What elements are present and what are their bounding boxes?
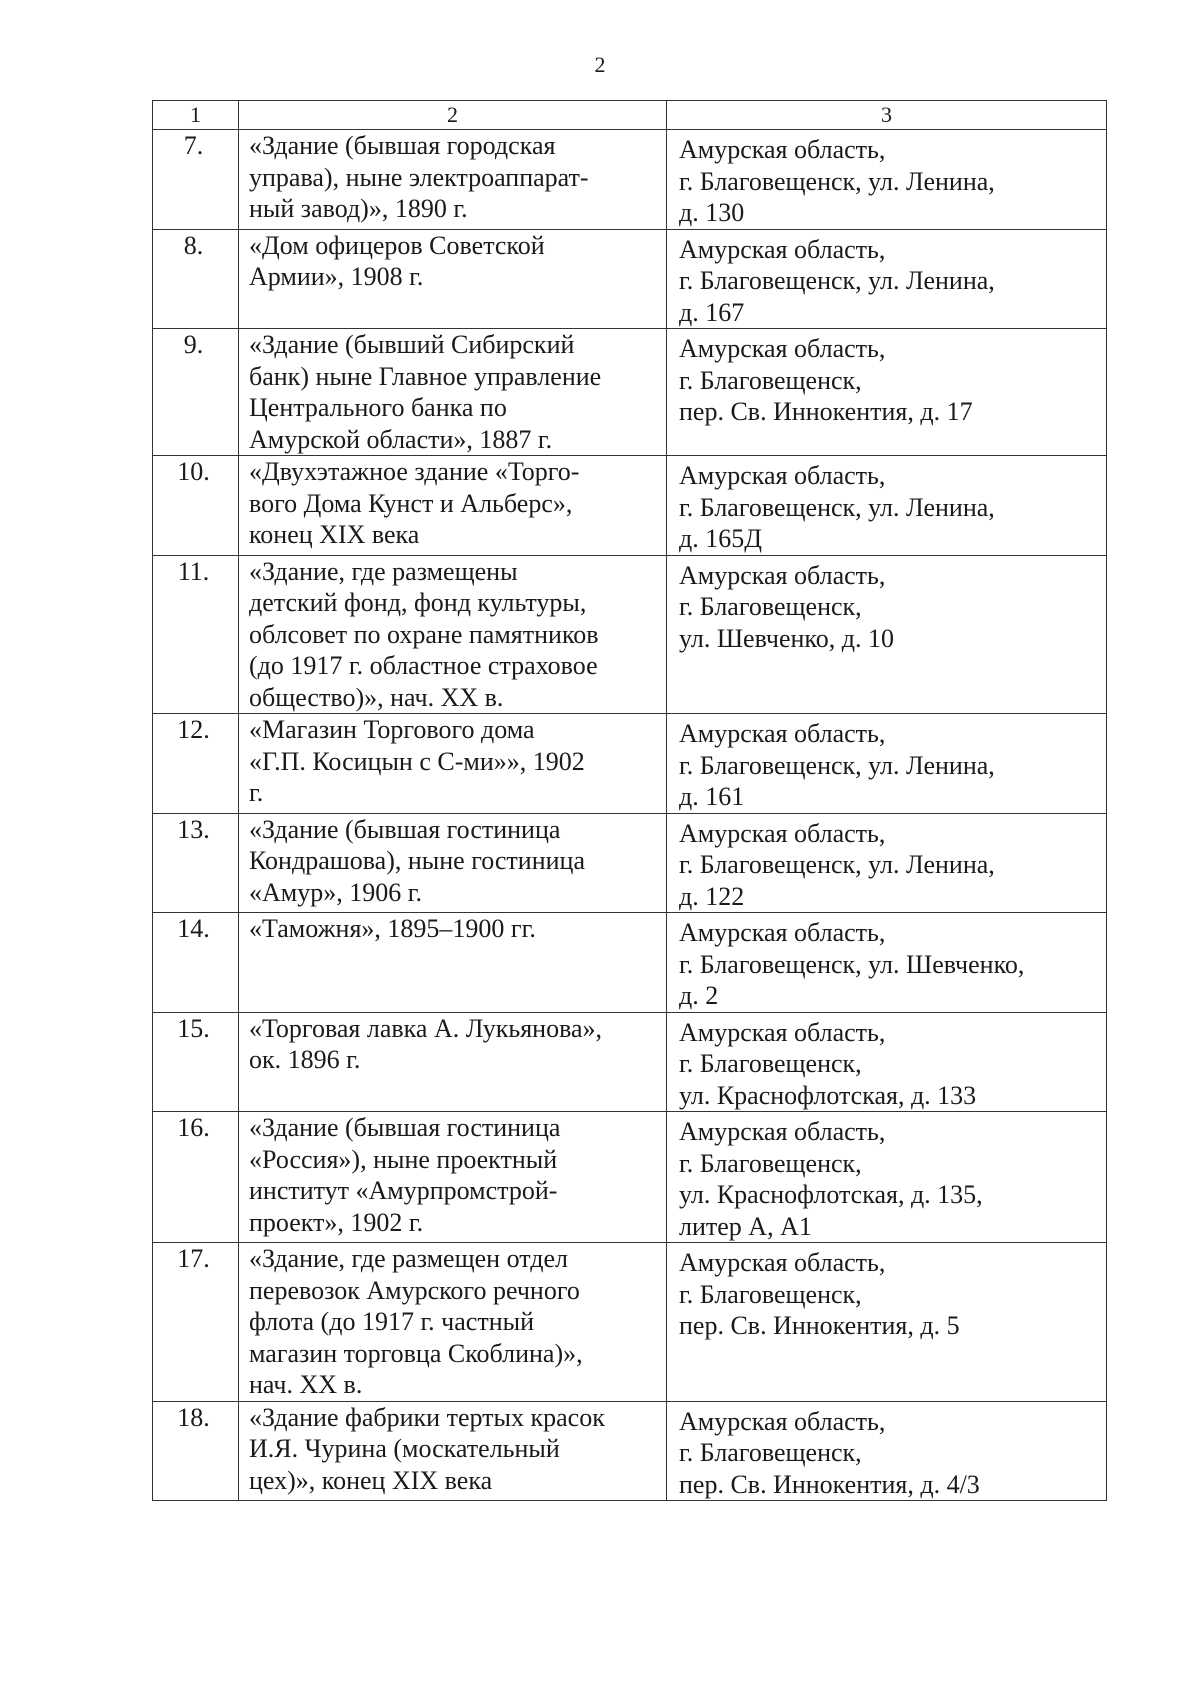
- table-row: [153, 555, 1107, 714]
- column-header-2: 2: [239, 101, 667, 130]
- row-number-cell: 13.: [153, 813, 239, 913]
- table-row: [153, 130, 1107, 230]
- site-name-cell: «Здание (бывшая гостиница Кондрашова), ныне гостиница «Амур», 1906 г.: [239, 813, 667, 913]
- row-number-cell: 15.: [153, 1012, 239, 1112]
- row-number-cell: 12.: [153, 714, 239, 814]
- table-row: [153, 714, 1107, 814]
- table-row: [153, 229, 1107, 329]
- site-name-cell: «Двухэтажное здание «Торго- вого Дома Кунст и Альберс», конец XIX века: [239, 456, 667, 556]
- row-number-cell: 17.: [153, 1243, 239, 1402]
- row-number-cell: 11.: [153, 555, 239, 714]
- site-name-cell: «Торговая лавка А. Лукьянова», ок. 1896 г.: [239, 1012, 667, 1112]
- table-row: [153, 456, 1107, 556]
- site-name-cell: «Магазин Торгового дома «Г.П. Косицын с С-ми»», 1902 г.: [239, 714, 667, 814]
- table-row: [153, 1012, 1107, 1112]
- column-header-3: 3: [667, 101, 1107, 130]
- site-name-cell: «Здание, где размещен отдел перевозок Амурского речного флота (до 1917 г. частный магазин торговца Скоблина)», нач. XX в.: [239, 1243, 667, 1402]
- table-row: [153, 1112, 1107, 1243]
- row-number-cell: 10.: [153, 456, 239, 556]
- table-row: [153, 1243, 1107, 1402]
- site-address-cell: Амурская область, г. Благовещенск, ул. Ленина, д. 161: [667, 714, 1107, 814]
- site-name-cell: «Здание (бывшая гостиница «Россия»), ныне проектный институт «Амурпромстрой- проект», 1902 г.: [239, 1112, 667, 1243]
- site-name-cell: «Здание (бывший Сибирский банк) ныне Главное управление Центрального банка по Амурской области», 1887 г.: [239, 329, 667, 456]
- row-number-cell: 9.: [153, 329, 239, 456]
- column-header-1: 1: [153, 101, 239, 130]
- site-address-cell: Амурская область, г. Благовещенск, ул. Ленина, д. 167: [667, 229, 1107, 329]
- page-number: 2: [594, 52, 606, 77]
- site-address-cell: Амурская область, г. Благовещенск, ул. Краснофлотская, д. 133: [667, 1012, 1107, 1112]
- row-number-cell: 14.: [153, 913, 239, 1013]
- site-address-cell: Амурская область, г. Благовещенск, ул. Краснофлотская, д. 135, литер А, А1: [667, 1112, 1107, 1243]
- heritage-sites-table: [152, 100, 1107, 1501]
- row-number-cell: 7.: [153, 130, 239, 230]
- site-name-cell: «Здание (бывшая городская управа), ныне электроаппарат- ный завод)», 1890 г.: [239, 130, 667, 230]
- site-address-cell: Амурская область, г. Благовещенск, ул. Шевченко, д. 10: [667, 555, 1107, 714]
- site-address-cell: Амурская область, г. Благовещенск, пер. Св. Иннокентия, д. 4/3: [667, 1401, 1107, 1501]
- table-row: [153, 813, 1107, 913]
- table-row: [153, 913, 1107, 1013]
- row-number-cell: 8.: [153, 229, 239, 329]
- site-name-cell: «Здание фабрики тертых красок И.Я. Чурина (москательный цех)», конец XIX века: [239, 1401, 667, 1501]
- row-number-cell: 16.: [153, 1112, 239, 1243]
- table-row: [153, 329, 1107, 456]
- site-name-cell: «Дом офицеров Советской Армии», 1908 г.: [239, 229, 667, 329]
- site-name-cell: «Таможня», 1895–1900 гг.: [239, 913, 667, 1013]
- site-address-cell: Амурская область, г. Благовещенск, ул. Шевченко, д. 2: [667, 913, 1107, 1013]
- row-number-cell: 18.: [153, 1401, 239, 1501]
- table-row: [153, 1401, 1107, 1501]
- site-address-cell: Амурская область, г. Благовещенск, пер. Св. Иннокентия, д. 5: [667, 1243, 1107, 1402]
- site-name-cell: «Здание, где размещены детский фонд, фонд культуры, облсовет по охране памятников (до 1917 г. областное страховое общество)», нач. XX в.: [239, 555, 667, 714]
- site-address-cell: Амурская область, г. Благовещенск, ул. Ленина, д. 165Д: [667, 456, 1107, 556]
- table-header-row: [153, 101, 1107, 130]
- site-address-cell: Амурская область, г. Благовещенск, пер. Св. Иннокентия, д. 17: [667, 329, 1107, 456]
- site-address-cell: Амурская область, г. Благовещенск, ул. Ленина, д. 122: [667, 813, 1107, 913]
- site-address-cell: Амурская область, г. Благовещенск, ул. Ленина, д. 130: [667, 130, 1107, 230]
